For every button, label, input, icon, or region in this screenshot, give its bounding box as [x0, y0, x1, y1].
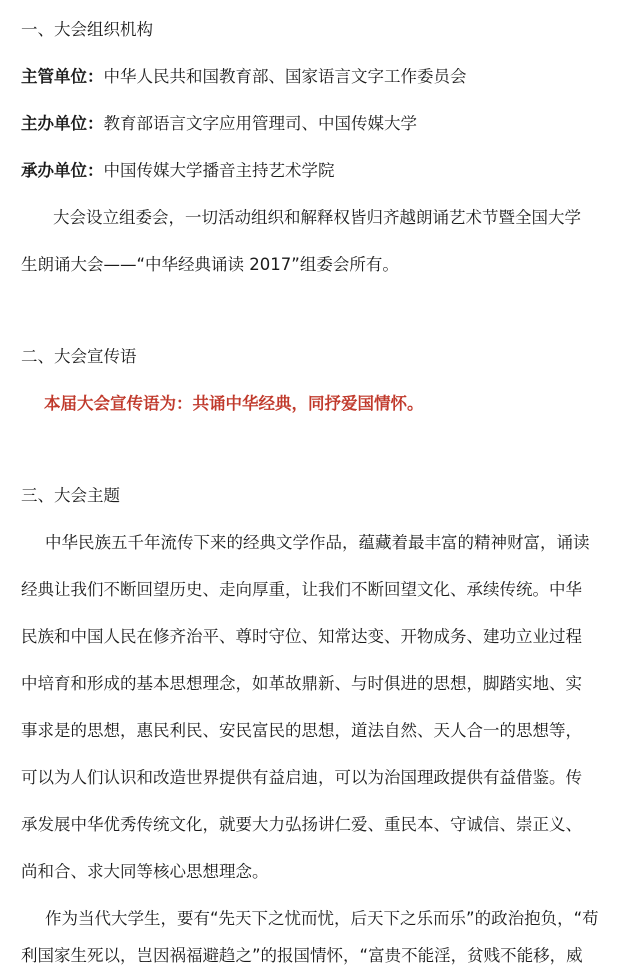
- theme-paragraph-line-2: 经典让我们不断回望历史、走向厚重，让我们不断回望文化、承续传统。中华: [21, 580, 582, 599]
- host-label: 主办单位：: [21, 114, 104, 133]
- theme-paragraph-line-8: 尚和合、求大同等核心思想理念。: [21, 862, 269, 881]
- theme-paragraph-line-3: 民族和中国人民在修齐治平、尊时守位、知常达变、开物成务、建功立业过程: [21, 627, 582, 646]
- supervisor-row: [21, 66, 467, 88]
- student-paragraph-line-2: 利国家生死以，岂因祸福避趋之”的报国情怀，“富贵不能淫，贫贱不能移，威: [21, 946, 583, 965]
- supervisor-value: 中华人民共和国教育部、国家语言文字工作委员会: [103, 67, 467, 86]
- theme-paragraph-line-4: 中培育和形成的基本思想理念，如革故鼎新、与时俱进的思想，脚踏实地、实: [21, 674, 582, 693]
- organizer-row: [21, 160, 335, 182]
- section-1-heading: 一、大会组织机构: [21, 20, 153, 39]
- slogan-text: 本届大会宣传语为：共诵中华经典，同抒爱国情怀。: [44, 394, 424, 413]
- supervisor-label: 主管单位：: [21, 67, 104, 86]
- student-paragraph-line-1: 作为当代大学生，要有“先天下之忧而忧，后天下之乐而乐”的政治抱负，“苟: [45, 909, 599, 928]
- theme-paragraph-line-6: 可以为人们认识和改造世界提供有益启迪，可以为治国理政提供有益借鉴。传: [21, 768, 582, 787]
- theme-paragraph-line-5: 事求是的思想，惠民利民、安民富民的思想，道法自然、天人合一的思想等，: [21, 721, 582, 740]
- section-3-heading: 三、大会主题: [21, 486, 120, 505]
- section-2-heading: 二、大会宣传语: [21, 347, 137, 366]
- committee-paragraph-line-1: 大会设立组委会，一切活动组织和解释权皆归齐越朗诵艺术节暨全国大学: [53, 208, 581, 227]
- theme-paragraph-line-7: 承发展中华优秀传统文化，就要大力弘扬讲仁爱、重民本、守诚信、崇正义、: [21, 815, 582, 834]
- host-row: [21, 113, 417, 135]
- organizer-label: 承办单位：: [21, 161, 104, 180]
- organizer-value: 中国传媒大学播音主持艺术学院: [103, 161, 335, 180]
- host-value: 教育部语言文字应用管理司、中国传媒大学: [103, 114, 417, 133]
- committee-paragraph-line-2: 生朗诵大会——“中华经典诵读 2017”组委会所有。: [21, 255, 399, 274]
- theme-paragraph-line-1: 中华民族五千年流传下来的经典文学作品，蕴藏着最丰富的精神财富，诵读: [45, 533, 590, 552]
